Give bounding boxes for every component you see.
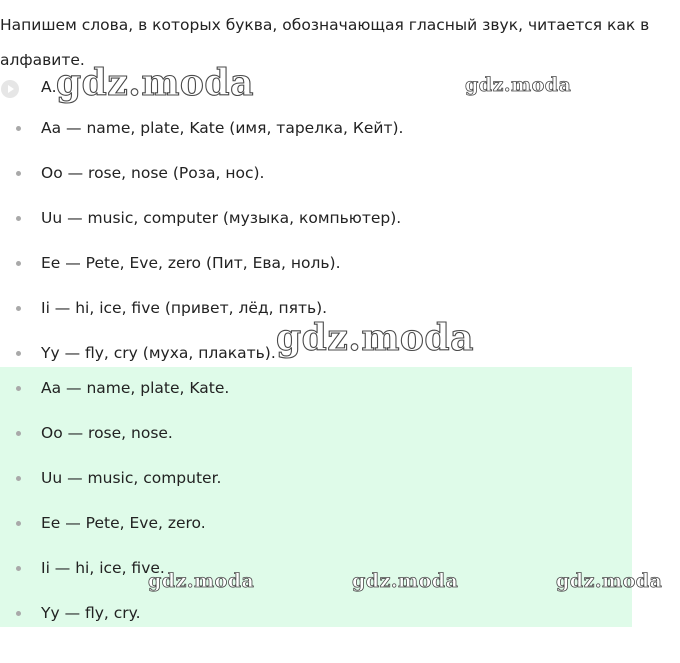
list-item-y: Yy — fly, cry (муха, плакать). (0, 342, 680, 387)
answer-item-u: Uu — music, computer. (0, 467, 632, 512)
watermark-logo: gdz.moda (148, 570, 255, 592)
watermark-logo: gdz.moda (465, 74, 572, 96)
list-item-o: Oo — rose, nose (Роза, нос). (0, 162, 680, 207)
watermark-logo: gdz.moda (556, 570, 663, 592)
watermark-logo: gdz.moda (276, 317, 474, 359)
list-item-i: Ii — hi, ice, five (привет, лёд, пять). (0, 297, 680, 342)
list-item-e: Ee — Pete, Eve, zero (Пит, Ева, ноль). (0, 252, 680, 297)
answer-item-i: Ii — hi, ice, five. (0, 557, 632, 602)
answer-item-e: Ee — Pete, Eve, zero. (0, 512, 632, 557)
intro-paragraph: Напишем слова, в которых буква, обозначающая гласный звук, читается как в алфавите. (0, 16, 650, 69)
play-icon[interactable] (1, 80, 19, 98)
answer-item-y: Yy — fly, cry. (0, 602, 632, 647)
watermark-logo: gdz.moda (352, 570, 459, 592)
question-label: А. (41, 78, 57, 96)
answer-item-a: Aa — name, plate, Kate. (0, 377, 632, 422)
watermark-logo: gdz.moda (56, 62, 254, 104)
answer-list (0, 377, 632, 647)
answer-item-o: Oo — rose, nose. (0, 422, 632, 467)
list-item-a: Aa — name, plate, Kate (имя, тарелка, Кейт). (0, 117, 680, 162)
list-item-u: Uu — music, computer (музыка, компьютер). (0, 207, 680, 252)
